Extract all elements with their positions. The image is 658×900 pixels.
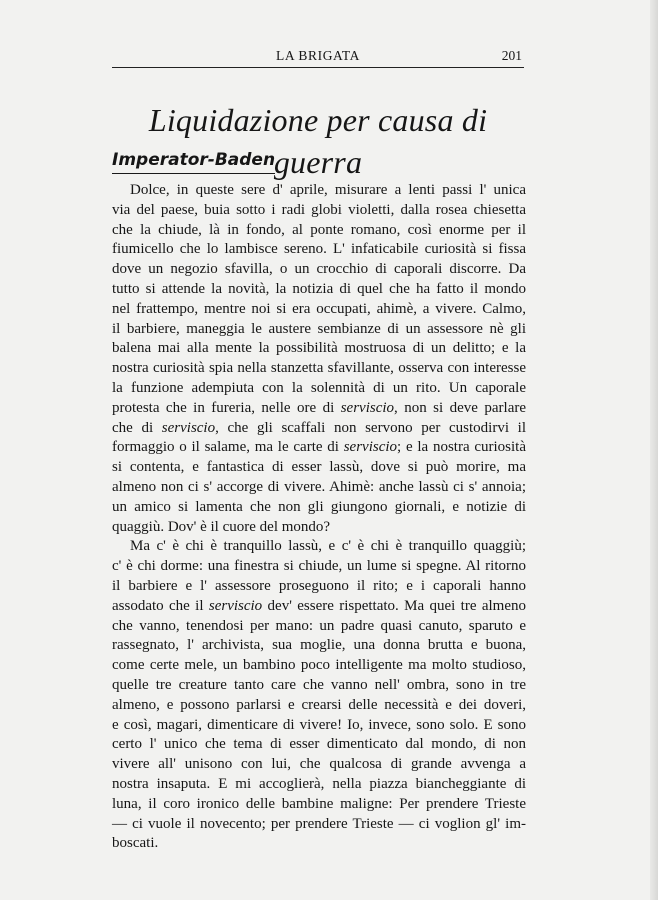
text-line: Dolce, in queste sere d' aprile, misurare a lenti passi l' unica bbox=[130, 182, 526, 198]
text-line: dove un negozio sfavilla, o un crocchio di caporali discorre. Da bbox=[112, 261, 526, 278]
text-line: fiumicello che lo lambisce sereno. L' infaticabile curiosità si fissa bbox=[112, 241, 526, 258]
text-line: quaggiù. Dov' è il cuore del mondo? bbox=[112, 518, 331, 535]
text-line: il barbiere e l' assessore proseguono il rito; e i caporali hanno bbox=[112, 577, 526, 594]
italic-term: serviscio bbox=[208, 597, 263, 614]
page-number: 201 bbox=[501, 48, 522, 63]
text-line: vivere all' unisono con lui, che qualcosa di grande avvenga a bbox=[112, 756, 526, 773]
text-line: assodato che il serviscio dev' essere rispettato. Ma quei tre almeno bbox=[112, 597, 526, 614]
text-line: rassegnato, l' archivista, sua moglie, una donna brutta e buona, bbox=[112, 637, 526, 654]
text-line: formaggio o il salame, ma le carte di serviscio; e la nostra curiosità bbox=[112, 439, 527, 456]
text-line: boscati. bbox=[112, 835, 159, 852]
text-line: Ma c' è chi è tranquillo lassù, e c' è chi è tranquillo quaggiù; bbox=[130, 538, 526, 555]
running-header bbox=[112, 45, 524, 68]
italic-term: serviscio bbox=[343, 439, 398, 456]
text-line: e così, magari, dimenticare di vivere! Io, invece, sono solo. E sono bbox=[112, 716, 526, 733]
section-heading: Imperator-Baden bbox=[112, 148, 275, 174]
article-title: Liquidazione per causa di guerra bbox=[148, 102, 488, 180]
text-line: che vanno, tenendosi per mano: un padre quasi canuto, sparuto e bbox=[112, 617, 526, 634]
text-line: tutto si attende la novità, la notizia di quel che ha fatto il mondo bbox=[112, 280, 526, 297]
text-line: certo l' unico che tema di esser dimenticato dal mondo, di non bbox=[112, 736, 526, 753]
text-line: almeno non ci s' accorge di vivere. Ahimè: anche lassù ci s' annoia; bbox=[112, 478, 526, 495]
text-line: via del paese, buia sotto i radi globi violetti, dalla rosea chiesetta bbox=[112, 201, 526, 218]
italic-term: serviscio bbox=[340, 399, 395, 416]
text-line: luna, il coro ironico delle bambine maligne: Per prendere Trieste bbox=[112, 795, 526, 812]
text-line: che di serviscio, che gli scaffali non servono per custodirvi il bbox=[112, 419, 526, 436]
text-line: la funzione adempiuta con la solennità di un rito. Un caporale bbox=[112, 379, 526, 396]
text-line: nostra insaputa. E mi accoglierà, nella piazza biancheggiante di bbox=[112, 775, 526, 792]
text-line: il barbiere, maneggia le austere sembianze di un assessore nè gli bbox=[112, 320, 526, 337]
text-line: almeno, e possono parlarsi e crearsi delle necessità e dei doveri, bbox=[112, 696, 526, 713]
italic-term: serviscio bbox=[161, 419, 216, 436]
running-title: LA BRIGATA bbox=[275, 48, 361, 63]
text-line: balena mai alla mente la possibilità mostruosa di un delitto; e la bbox=[112, 340, 526, 357]
text-line: quelle tre creature tanto care che vanno nell' ombra, sono in tre bbox=[112, 676, 526, 693]
text-line: protesta che in fureria, nelle ore di serviscio, non si deve parlare bbox=[112, 399, 526, 416]
text-line: nostra curiosità spia nella stanzetta sfavillante, osserva con interesse bbox=[112, 360, 526, 377]
text-line: c' è chi dorme: una finestra si chiude, un lume si spegne. Al ritorno bbox=[112, 558, 526, 575]
article-body bbox=[112, 181, 526, 854]
text-line: si contenta, e fantastica di esser lassù, dove si può morire, ma bbox=[112, 459, 526, 476]
text-line: un amico si lamenta che non gli giungono giornali, e notizie di bbox=[112, 498, 526, 515]
page-edge-shadow bbox=[650, 0, 658, 900]
text-line: come certe mele, un bambino poco intelligente ma molto studioso, bbox=[112, 657, 526, 674]
text-line: che la chiude, là in fondo, al ponte romano, così enorme per il bbox=[112, 221, 526, 238]
text-line: — ci vuole il novecento; per prendere Trieste — ci voglion gl' im- bbox=[112, 815, 526, 832]
text-line: nel frattempo, mentre noi si era occupati, ahimè, a vivere. Calmo, bbox=[112, 300, 526, 317]
